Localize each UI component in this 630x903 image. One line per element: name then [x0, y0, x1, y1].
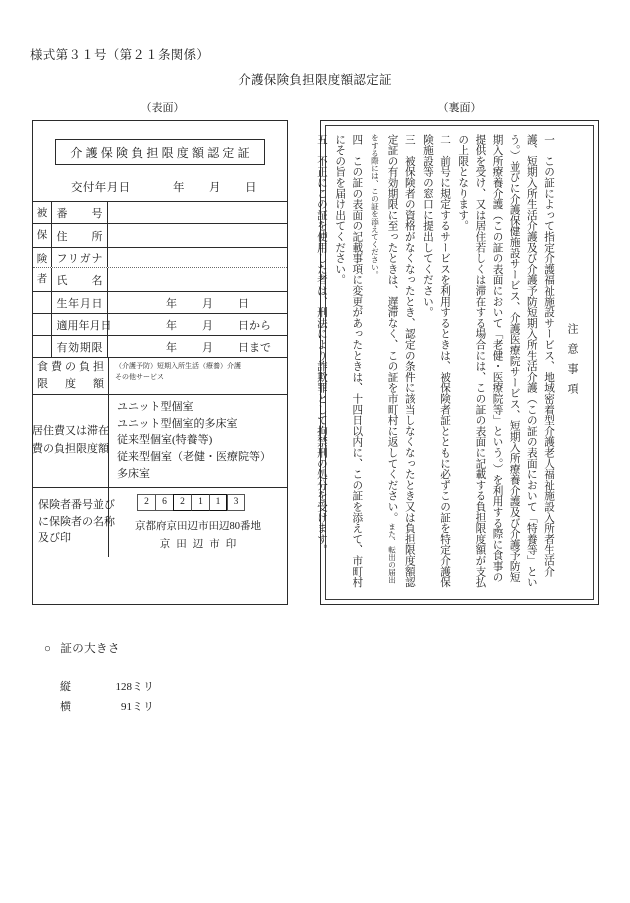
note-text: 前号に規定するサービスを利用するときは、被保険者証とともに必ずこの証を特定介護保険施設等の窓口に提出してください。	[421, 134, 451, 588]
insurer-number-digit: 1	[209, 494, 227, 511]
food-cost-note-line2: その他サービス	[115, 372, 164, 381]
front-side-caption: （表面）	[140, 102, 185, 114]
residence-cost-label-line2: 費の負担限度額	[32, 442, 109, 455]
effective-year-marker: 年	[166, 319, 177, 332]
insurer-label-line1: 保険者番号並び	[38, 499, 115, 512]
expiry-day-marker: 日まで	[238, 341, 271, 354]
row-label-text: フリガナ	[56, 252, 103, 265]
row-value-birthdate[interactable]	[108, 292, 287, 313]
insured-label-char: 保	[36, 230, 48, 241]
food-cost-label	[33, 358, 109, 394]
insured-vertical-label-1	[33, 202, 52, 223]
insured-vertical-label-4	[33, 268, 52, 291]
row-value-name[interactable]	[108, 268, 287, 291]
table-row	[33, 224, 287, 248]
notes-panel	[315, 125, 594, 600]
certificate-title-text: 介護保険負担限度額認定証	[70, 145, 253, 160]
insurer-value	[109, 488, 287, 557]
row-label-birthdate	[52, 292, 108, 313]
insurer-label-line3: 及び印	[38, 532, 71, 545]
row-label-text: 住 所	[56, 230, 103, 243]
table-row	[33, 248, 287, 268]
table-row	[33, 292, 287, 314]
insurer-number-digit: 2	[137, 494, 155, 511]
certificate-back-card	[315, 120, 599, 605]
insured-vertical-label-2	[33, 224, 52, 247]
card-size-heading	[44, 640, 154, 656]
certificate-front-card	[32, 120, 288, 605]
insured-label-char: 被	[36, 208, 48, 219]
row-label-text: 適用年月日	[56, 319, 112, 332]
food-cost-label-line1: 食費の負担	[37, 360, 104, 373]
note-text: この証によって指定介護福祉施設サービス、地域密着型介護老人福祉施設入所者生活介護、短期入所生活介護及び介護予防短期入所生活介護（この証の表面において「特養等」という。）並びに介護保健施設サービス、介護医療院サービス、短期入所療養介護及び介護予防短期入所療養介護（この証の表面において「老健・医療院等」という。）を利用する際に食事の提供を受け、又は居住若しくは滞在する場合には、この証の表面に記載する負担限度額が支払の上限となります。	[457, 134, 554, 588]
card-size-row-height	[60, 678, 154, 694]
card-size-row-width	[60, 698, 154, 714]
insured-label-char: 険	[36, 254, 48, 265]
row-label-address	[52, 224, 108, 247]
note-marker: 五	[315, 134, 327, 145]
food-cost-value[interactable]	[109, 358, 287, 394]
row-label-text: 有効期限	[56, 341, 103, 354]
note-marker: 三	[403, 134, 415, 145]
note-item-1	[454, 134, 557, 589]
row-value-furigana[interactable]	[108, 248, 287, 267]
insured-person-grid	[33, 201, 287, 557]
row-value-expiry-date[interactable]	[108, 336, 287, 357]
food-cost-note-line1: （介護予防）短期入所生活（療養）介護	[115, 362, 241, 370]
issue-date-month-marker: 月	[209, 182, 221, 194]
insured-label-char: 者	[36, 274, 48, 285]
table-row	[33, 336, 287, 358]
issue-date-day-marker: 日	[245, 182, 257, 194]
insurer-label-line2: に保険者の名称	[38, 515, 115, 528]
food-cost-label-line2: 限度額	[37, 378, 104, 390]
insurer-number-boxes[interactable]	[137, 494, 245, 511]
insurer-label	[33, 488, 115, 557]
card-size-heading-text: 証の大きさ	[60, 643, 120, 655]
insurer-number-digit: 6	[155, 494, 173, 511]
note-marker: 四	[351, 134, 363, 145]
row-value-number[interactable]	[108, 202, 287, 223]
expiry-year-marker: 年	[166, 341, 177, 354]
insured-vertical-label-3	[33, 248, 52, 267]
insurer-row	[33, 488, 287, 557]
row-label-text: 氏 名	[56, 274, 103, 287]
issue-date-year-marker: 年	[173, 182, 185, 194]
room-type-item: 従来型個室（老健・医療院等）	[117, 451, 271, 464]
note-item-2	[419, 134, 453, 589]
table-row	[33, 314, 287, 336]
room-type-item: 多床室	[117, 467, 150, 480]
effective-month-marker: 月	[202, 319, 213, 332]
certificate-title-plate	[55, 139, 265, 165]
room-type-item: ユニット型個室的多床室	[117, 417, 238, 430]
bullet-icon: ○	[44, 643, 52, 655]
row-label-furigana	[52, 248, 108, 267]
note-text: 不正にこの証を使用した者は、刑法により詐欺罪として拘禁刑の処分を受けます。	[315, 144, 327, 556]
insurer-number-digit: 2	[173, 494, 191, 511]
insurer-address: 京都府京田辺市田辺80番地	[135, 520, 261, 532]
residence-cost-label	[33, 395, 109, 487]
row-label-text: 生年月日	[56, 297, 103, 310]
insured-vertical-label-spacer-1	[33, 292, 52, 313]
note-item-3	[366, 134, 417, 589]
room-type-item: ユニット型個室	[117, 401, 194, 413]
insured-vertical-label-spacer-2	[33, 314, 52, 335]
expiry-month-marker: 月	[202, 341, 213, 354]
room-type-item: 従来型個室(特養等)	[117, 434, 213, 447]
insured-vertical-label-spacer-3	[33, 336, 52, 357]
residence-cost-value[interactable]	[109, 395, 287, 487]
birthdate-year-marker: 年	[166, 297, 177, 310]
card-size-key: 横	[60, 701, 71, 713]
effective-day-marker: 日から	[238, 319, 271, 332]
birthdate-day-marker: 日	[238, 297, 249, 310]
card-size-value: 128ミリ	[115, 681, 154, 693]
card-size-section	[44, 640, 154, 718]
row-label-effective-date	[52, 314, 112, 335]
card-size-rows	[60, 678, 154, 714]
document-title: 介護保険負担限度額認定証	[238, 73, 392, 87]
residence-cost-row	[33, 395, 287, 488]
row-value-address[interactable]	[108, 224, 287, 247]
card-size-value: 91ミリ	[121, 701, 154, 713]
issue-date-row	[33, 177, 287, 199]
row-label-number	[52, 202, 108, 223]
food-cost-row	[33, 358, 287, 395]
note-tail-text: また、転出の届出をする際には、この証を添えてください。	[370, 134, 397, 584]
issue-date-label: 交付年月日	[71, 182, 131, 194]
form-number: 様式第３１号（第２１条関係）	[30, 48, 210, 62]
residence-cost-label-line1: 居住費又は滞在	[32, 425, 109, 438]
back-side-caption: （裏面）	[437, 102, 482, 114]
row-label-text: 番 号	[56, 207, 103, 220]
note-item-5	[313, 134, 330, 589]
card-size-key: 縦	[60, 681, 71, 693]
row-label-name	[52, 268, 108, 291]
insurer-number-digit: 1	[191, 494, 209, 511]
note-marker: 一	[543, 134, 554, 145]
table-row	[33, 268, 287, 292]
birthdate-month-marker: 月	[202, 297, 213, 310]
note-marker: 二	[439, 134, 451, 145]
note-text: 被保険者の資格がなくなったとき、認定の条件に該当しなくなったとき又は負担限度額認定証の有効期限に至ったときは、遅滞なく、この証を市町村に返してください。	[386, 134, 415, 588]
row-label-expiry-date	[52, 336, 108, 357]
insurer-number-digit: 3	[227, 494, 245, 511]
note-text: この証の表面の記載事項に変更があったときは、十四日以内に、この証を添えて、市町村にその旨を届け出てください。	[334, 134, 363, 588]
table-row	[33, 202, 287, 224]
insurer-name-and-seal: 京田辺市印	[159, 538, 243, 550]
notes-heading: 注意事項	[566, 322, 578, 403]
note-item-4	[331, 134, 365, 589]
row-value-effective-date[interactable]	[108, 314, 287, 335]
